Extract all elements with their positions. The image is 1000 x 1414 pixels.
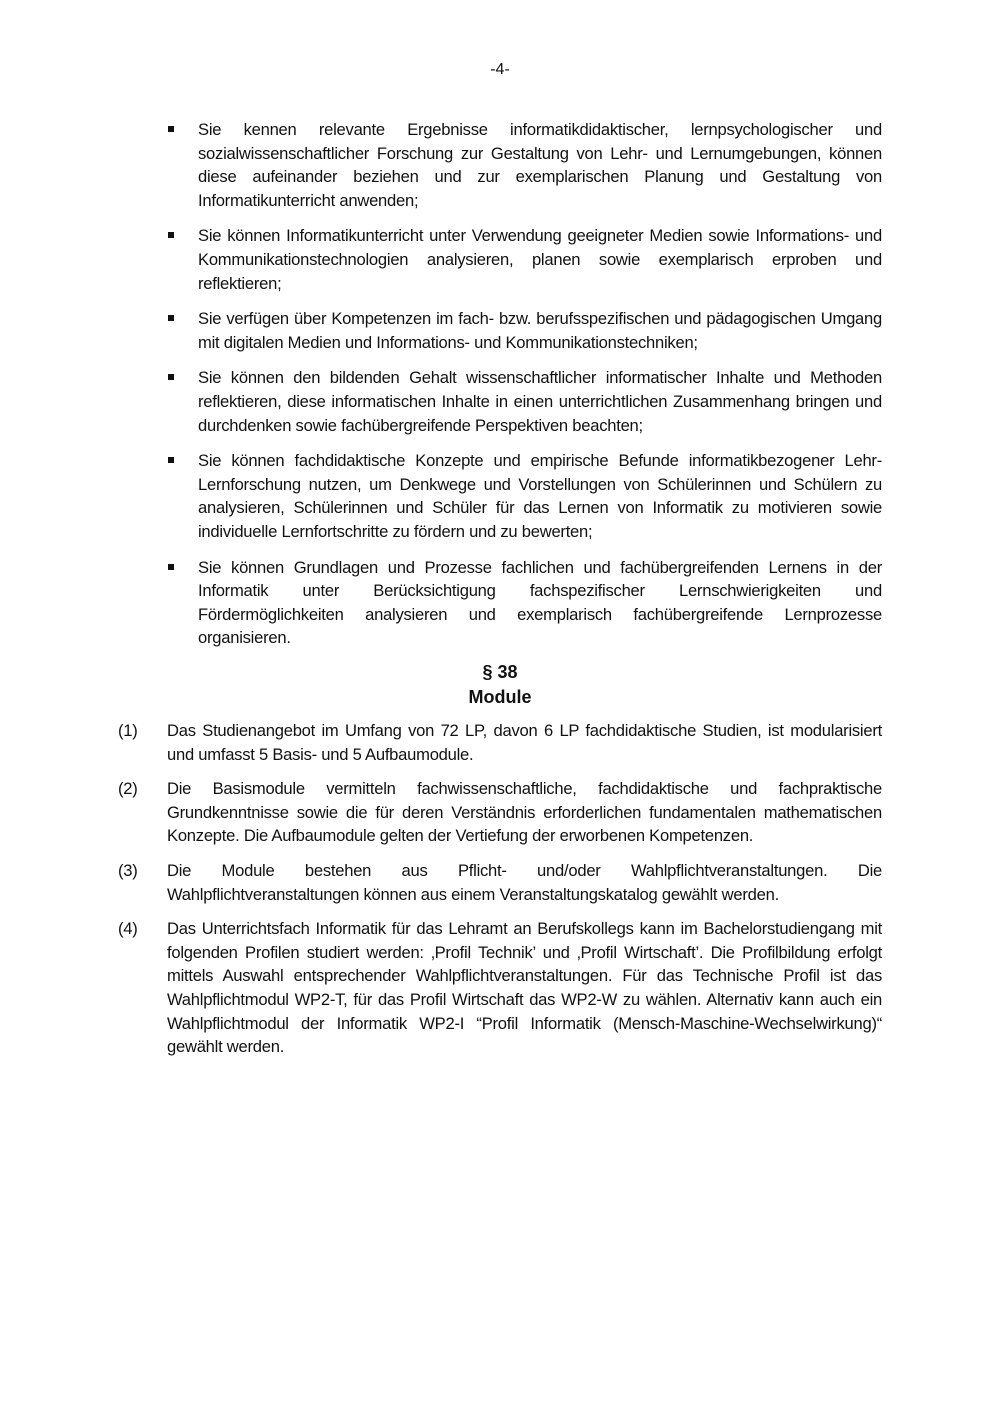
square-bullet-icon xyxy=(168,457,174,463)
paragraph-text: Das Unterrichtsfach Informatik für das Lehramt an Berufskollegs kann im Bachelorstudiengang mit folgenden Profilen studiert werden: ‚Profil Technik’ und ‚Profil Wirtschaft’. Die Profilbildung erfolgt mittels Auswahl entsprechender Wahlpflichtveranstaltungen. Für das Technische Profil ist das Wahlpflichtmodul WP2-T, für das Profil Wirtschaft das WP2-W zu wählen. Alternativ kann auch ein Wahlpflichtmodul der Informatik WP2-I “Profil Informatik (Mensch-Maschine-Wechselwirkung)“ gewählt werden. xyxy=(167,919,882,1057)
bullet-item xyxy=(163,118,882,212)
section-heading xyxy=(0,660,1000,710)
numbered-paragraph xyxy=(118,917,882,1059)
paragraph-number: (2) xyxy=(118,779,138,799)
competency-bullet-list xyxy=(163,118,882,662)
section-number: § 38 xyxy=(482,662,518,682)
bullet-text: Sie können Informatikunterricht unter Verwendung geeigneter Medien sowie Informations- und Kommunikationstechnologien analysieren, planen sowie exemplarisch erproben und reflektieren; xyxy=(198,226,882,293)
paragraph-number: (4) xyxy=(118,919,138,939)
bullet-text: Sie können fachdidaktische Konzepte und empirische Befunde informatikbezogener Lehr-Lernforschung nutzen, um Denkwege und Vorstellungen von Schülerinnen und Schülern zu analysieren, Schülerinnen und Schüler für das Lernen von Informatik zu motivieren sowie individuelle Lernfortschritte zu fördern und zu bewerten; xyxy=(198,451,882,541)
bullet-item xyxy=(163,307,882,354)
bullet-text: Sie können den bildenden Gehalt wissenschaftlicher informatischer Inhalte und Methoden reflektieren, diese informatischen Inhalte in einen unterrichtlichen Zusammenhang bringen und durchdenken sowie fachübergreifende Perspektiven beachten; xyxy=(198,368,882,435)
square-bullet-icon xyxy=(168,564,174,570)
bullet-item xyxy=(163,366,882,437)
page-number: -4- xyxy=(490,61,510,78)
bullet-text: Sie kennen relevante Ergebnisse informatikdidaktischer, lernpsychologischer und sozialwissenschaftlicher Forschung zur Gestaltung von Lehr- und Lernumgebungen, können diese aufeinander beziehen und zur exemplarischen Planung und Gestaltung von Informatikunterricht anwenden; xyxy=(198,120,882,210)
square-bullet-icon xyxy=(168,232,174,238)
numbered-paragraph-list xyxy=(118,719,882,1070)
square-bullet-icon xyxy=(168,374,174,380)
bullet-text: Sie verfügen über Kompetenzen im fach- bzw. berufsspezifischen und pädagogischen Umgang mit digitalen Medien und Informations- und Kommunikationstechniken; xyxy=(198,309,882,352)
bullet-item xyxy=(163,224,882,295)
paragraph-text: Die Basismodule vermitteln fachwissenschaftliche, fachdidaktische und fachpraktische Grundkenntnisse sowie die für deren Verständnis erforderlichen fundamentalen mathematischen Konzepte. Die Aufbaumodule gelten der Vertiefung der erworbenen Kompetenzen. xyxy=(167,779,882,846)
section-title: Module xyxy=(468,687,532,707)
numbered-paragraph xyxy=(118,777,882,848)
bullet-item xyxy=(163,556,882,650)
numbered-paragraph xyxy=(118,859,882,906)
paragraph-text: Das Studienangebot im Umfang von 72 LP, davon 6 LP fachdidaktische Studien, ist modularisiert und umfasst 5 Basis- und 5 Aufbaumodule. xyxy=(167,721,882,764)
paragraph-number: (3) xyxy=(118,860,138,880)
paragraph-text: Die Module bestehen aus Pflicht- und/oder Wahlpflichtveranstaltungen. Die Wahlpflichtveranstaltungen können aus einem Veranstaltungskatalog gewählt werden. xyxy=(167,860,882,904)
square-bullet-icon xyxy=(168,126,174,132)
square-bullet-icon xyxy=(168,315,174,321)
bullet-text: Sie können Grundlagen und Prozesse fachlichen und fachübergreifenden Lernens in der Informatik unter Berücksichtigung fachspezifischer Lernschwierigkeiten und Fördermöglichkeiten analysieren und exemplarisch fachübergreifende Lernprozesse organisieren. xyxy=(198,557,882,648)
bullet-item xyxy=(163,449,882,543)
paragraph-number: (1) xyxy=(118,721,138,740)
numbered-paragraph xyxy=(118,719,882,766)
